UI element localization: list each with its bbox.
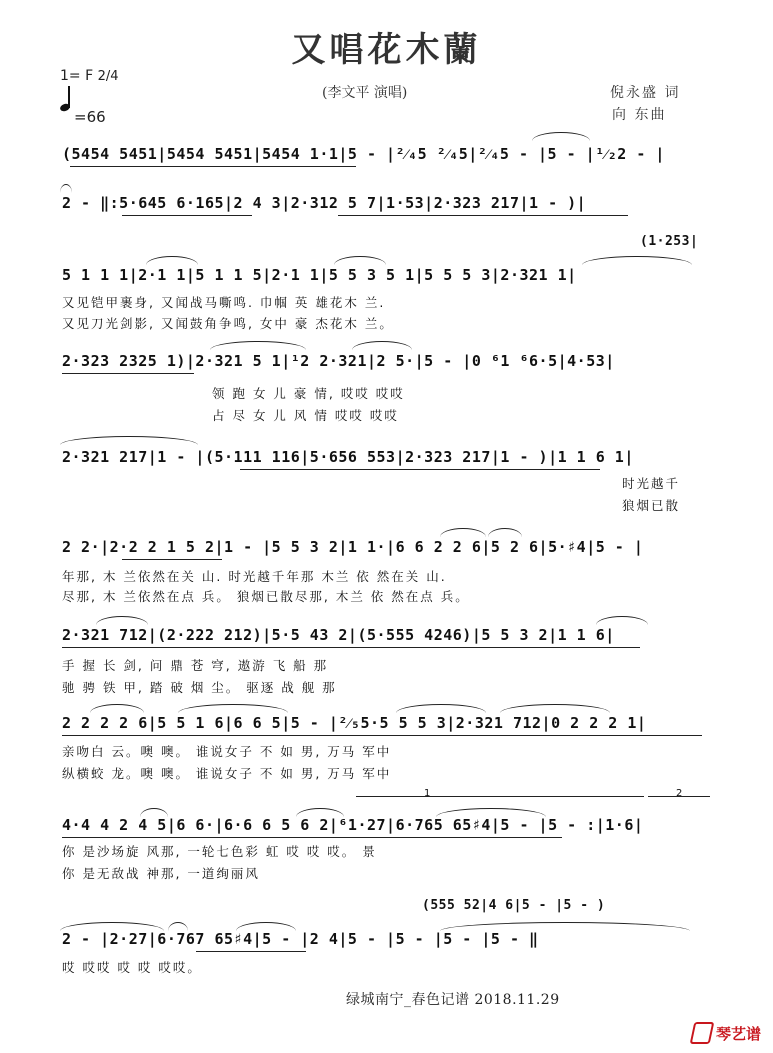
slur — [396, 704, 486, 713]
lyric-row-7-verse-1: 手 握 长 剑, 问 鼎 苍 穹, 遨游 飞 船 那 — [62, 658, 329, 673]
slur — [210, 341, 306, 350]
key-label: 1= F — [60, 68, 94, 84]
logo-text: 琴艺谱 — [715, 1024, 761, 1043]
pickup-phrase: (1·253| — [640, 234, 699, 249]
slur — [178, 704, 288, 713]
slur — [90, 704, 144, 713]
lyric-row-6-verse-2: 尽那, 木 兰依然在点 兵。 狼烟已散尽那, 木兰 依 然在点 兵。 — [62, 589, 470, 604]
volta-1-label: 1 — [424, 788, 431, 799]
slur — [582, 256, 692, 265]
slur — [60, 184, 72, 193]
notation-row-5: 2·321 217|1 - |(5·111 116|5·656 553|2·323 217|1 - )|1 1 6 1| — [62, 448, 634, 466]
notation-row-3: 5 1 1 1|2·1 1|5 1 1 5|2·1 1|5 5 3 5 1|5 5 5 3|2·321 1| — [62, 266, 577, 284]
notation-row-10: 2 - |2·27|6·767 65♯4|5 - |2 4|5 - |5 - |5 - |5 - ‖ — [62, 930, 539, 948]
notation-row-1: (5454 5451|5454 5451|5454 1·1|5 - |²⁄₄5 ²⁄₄5|²⁄₄5 - |5 - |¹⁄₂2 - | — [62, 145, 665, 163]
lyric-row-8-verse-2: 纵横蛟 龙。噢 噢。 谁说女子 不 如 男, 万马 军中 — [62, 766, 392, 781]
slur — [334, 256, 386, 265]
lyric-row-7-verse-2: 驰 骋 铁 甲, 踏 破 烟 尘。 驱逐 战 舰 那 — [62, 680, 337, 695]
beam — [122, 559, 222, 560]
key-signature — [60, 68, 119, 84]
lyric-row-5-verse-2: 狼烟已散 — [622, 498, 681, 513]
beam — [122, 215, 252, 216]
transcriber-credit: 绿城南宁_春色记谱 2018.11.29 — [346, 992, 560, 1008]
time-signature: 2/4 — [97, 69, 119, 84]
beam — [240, 469, 600, 470]
notation-row-4: 2·323 2325 1)|2·321 5 1|¹2 2·321|2 5·|5 - |0 ⁶1 ⁶6·5|4·53| — [62, 352, 615, 370]
tempo-marking: =66 — [74, 108, 106, 126]
beam — [338, 215, 628, 216]
beam — [62, 837, 562, 838]
slur — [532, 132, 590, 141]
notation-row-8: 2 2 2 2 6|5 5 1 6|6 6 5|5 - |²⁄₅5·5 5 5 3|2·321 712|0 2 2 2 1| — [62, 714, 647, 732]
slur — [60, 436, 198, 445]
quarter-note-icon — [59, 103, 71, 113]
instrumental-phrase: (555 52|4 6|5 - |5 - ) — [422, 898, 606, 913]
beam — [70, 166, 356, 167]
site-logo[interactable] — [692, 1022, 761, 1044]
lyric-row-3-verse-1: 又见铠甲裹身, 又闻战马嘶鸣. 巾帼 英 雄花木 兰. — [62, 295, 386, 310]
notation-row-2: 2 - ‖:5·645 6·165|2 4 3|2·312 5 7|1·53|2·323 217|1 - )| — [62, 194, 587, 212]
lyric-row-4-verse-2: 占 尽 女 儿 风 情 哎哎 哎哎 — [212, 408, 399, 423]
beam — [196, 951, 306, 952]
song-title: 又唱花木蘭 — [291, 30, 482, 70]
lyric-row-9-verse-2: 你 是无敌战 神那, 一道绚丽风 — [62, 866, 260, 881]
lyric-row-9-verse-1: 你 是沙场旋 风那, 一轮七色彩 虹 哎 哎 哎。 景 — [62, 844, 377, 859]
beam — [62, 735, 702, 736]
slur — [146, 256, 198, 265]
lyric-row-3-verse-2: 又见刀光剑影, 又闻鼓角争鸣, 女中 豪 杰花木 兰。 — [62, 316, 394, 331]
composer-credit: 向 东曲 — [612, 107, 667, 123]
slur — [488, 528, 522, 537]
lyric-row-10: 哎 哎哎 哎 哎 哎哎。 — [62, 960, 202, 975]
performer: (李文平 演唱) — [322, 85, 408, 101]
volta-2-label: 2 — [676, 788, 683, 799]
slur — [96, 616, 148, 625]
notation-row-7: 2·321 712|(2·222 212)|5·5 43 2|(5·555 4246)|5 5 3 2|1 1 6| — [62, 626, 615, 644]
volta-bracket-1 — [356, 796, 644, 797]
lyric-row-6-verse-1: 年那, 木 兰依然在关 山. 时光越千年那 木兰 依 然在关 山. — [62, 569, 447, 584]
lyric-row-8-verse-1: 亲吻白 云。噢 噢。 谁说女子 不 如 男, 万马 军中 — [62, 744, 392, 759]
slur — [596, 616, 648, 625]
beam — [62, 373, 194, 374]
slur — [352, 341, 412, 350]
slur — [440, 528, 486, 537]
notation-row-9: 4·4 4 2 4 5|6 6·|6·6 6 5 6 2|⁶1·27|6·765 65♯4|5 - |5 - :|1·6| — [62, 816, 644, 834]
logo-icon — [690, 1022, 715, 1044]
notation-row-6: 2 2·|2·2 2 1 5 2|1 - |5 5 3 2|1 1·|6 6 2 2 6|5 2 6|5·♯4|5 - | — [62, 538, 644, 556]
lyric-row-4-verse-1: 领 跑 女 儿 豪 情, 哎哎 哎哎 — [212, 386, 405, 401]
beam — [62, 647, 640, 648]
lyric-row-5-verse-1: 时光越千 — [622, 476, 681, 491]
lyricist-credit: 倪永盛 词 — [610, 85, 681, 101]
slur — [500, 704, 610, 713]
